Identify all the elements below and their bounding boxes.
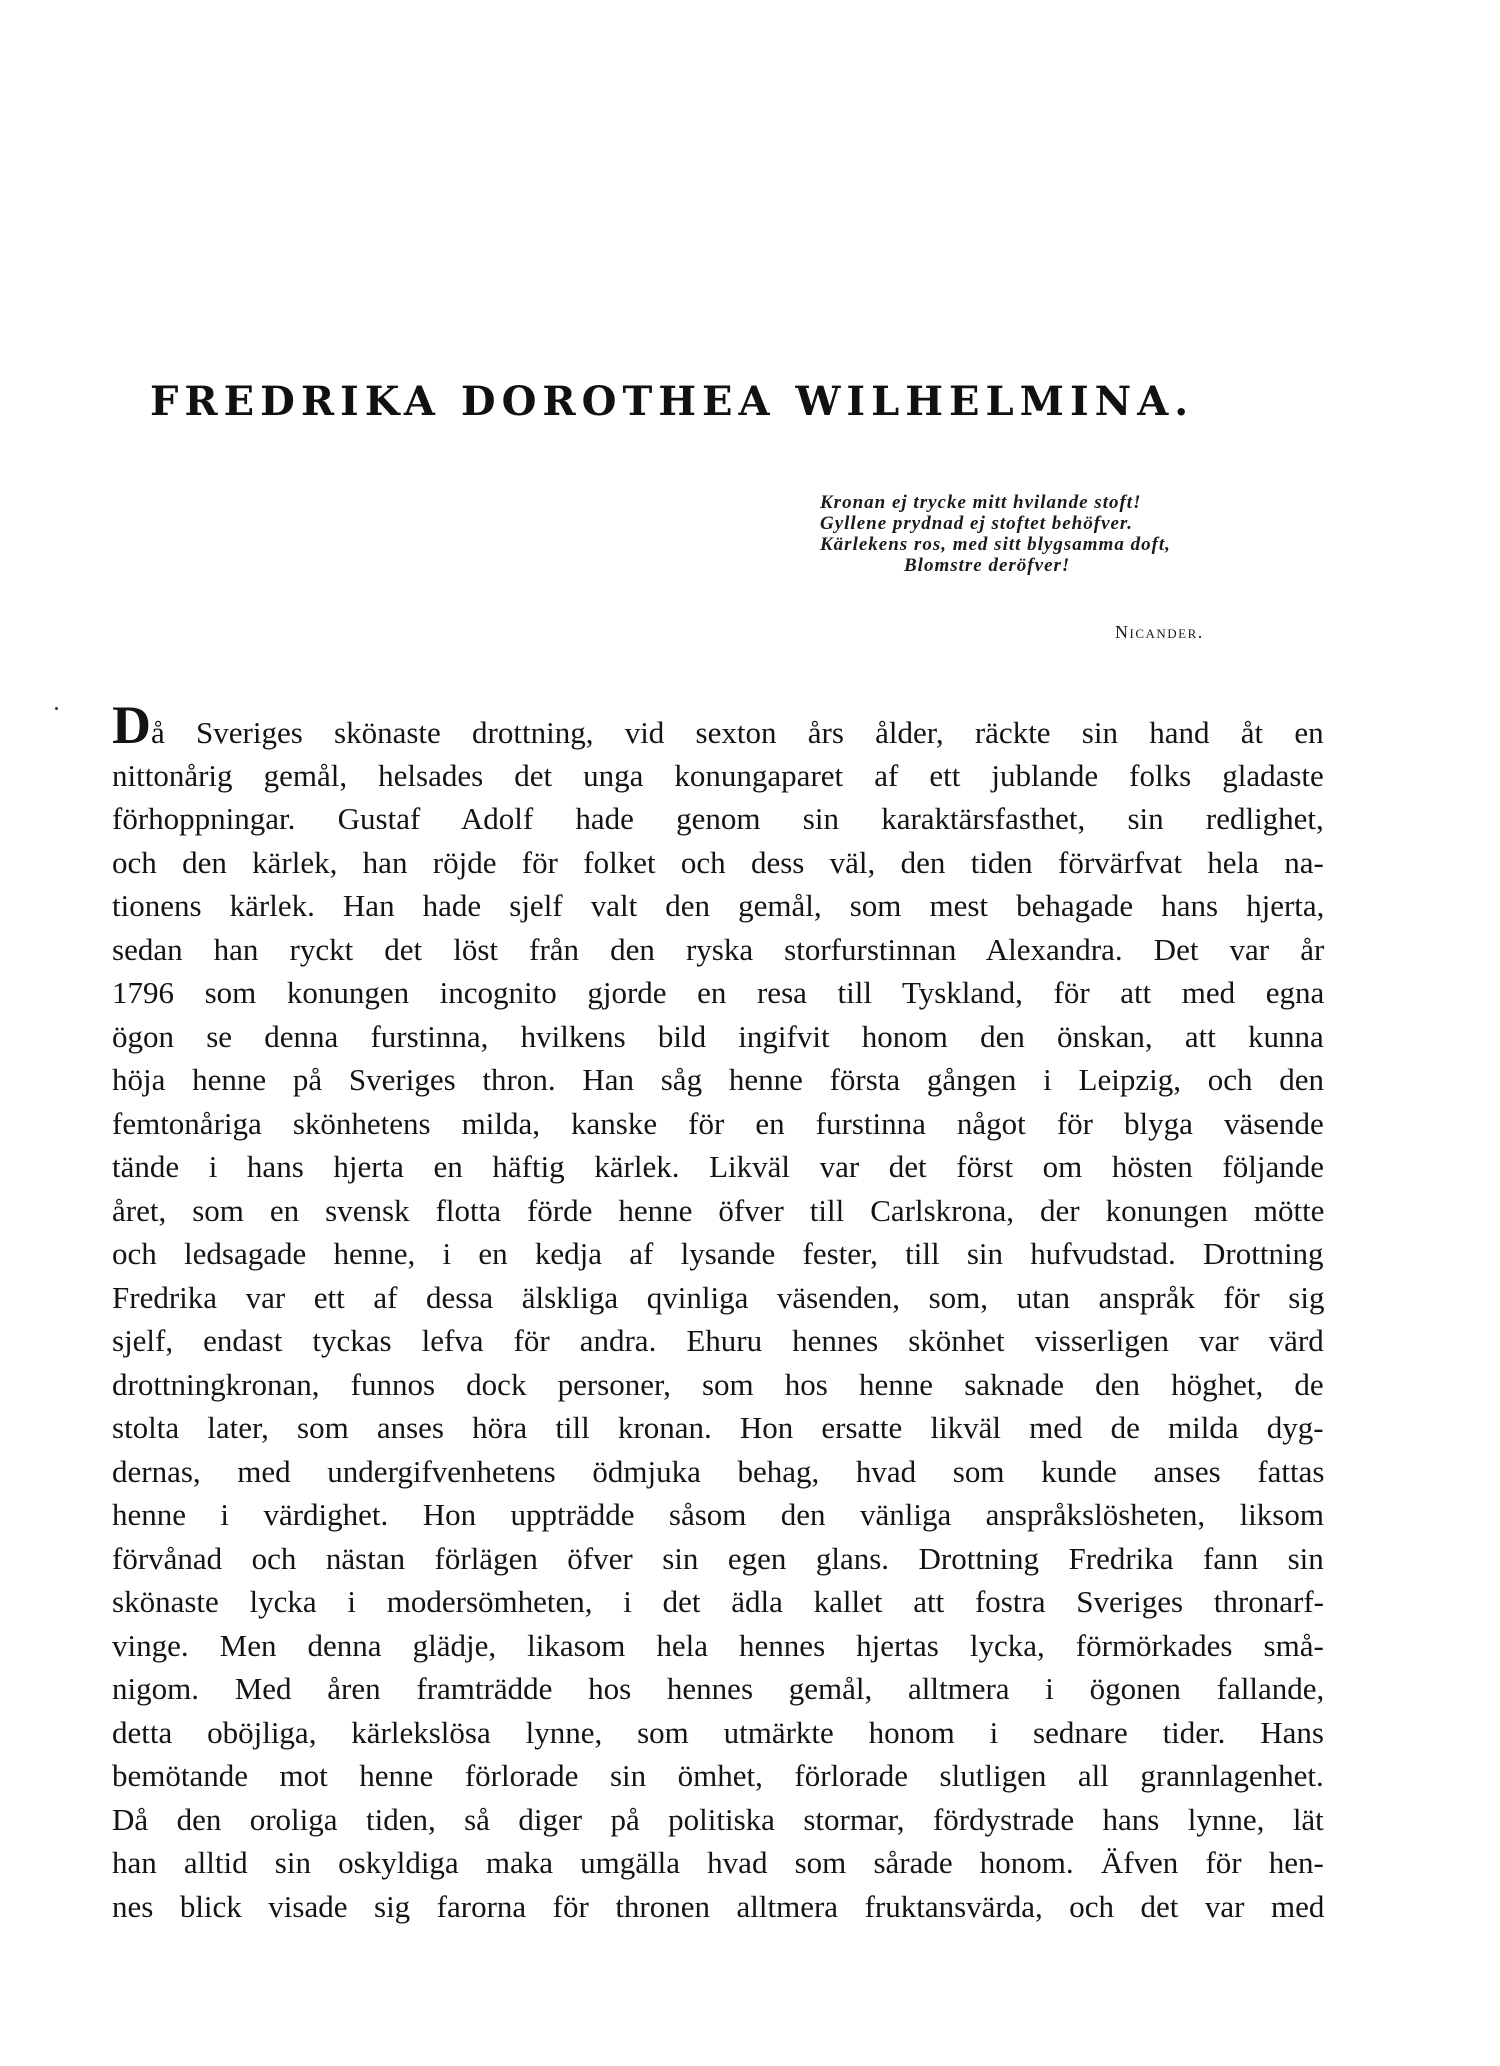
body-line: nes blick visade sig farorna för thronen alltmera fruktansvärda, och det var med [112,1888,1325,1924]
body-line: sedan han ryckt det löst från den ryska storfurstinnan Alexandra. Det var år [112,931,1325,967]
body-line: bemötande mot henne förlorade sin ömhet, förlorade slutligen all grannlagenhet. [112,1758,1324,1793]
body-line: året, som en svensk flotta förde henne öfver till Carlskrona, der konungen mötte [112,1192,1325,1228]
body-line: stolta later, som anses höra till kronan. Hon ersatte likväl med de milda dyg- [112,1410,1324,1445]
body-line: henne i värdighet. Hon uppträdde såsom den vänliga anspråkslösheten, liksom [112,1497,1324,1532]
body-line: Då den oroliga tiden, så diger på politiska stormar, fördystrade hans lynne, lät [112,1801,1324,1837]
epigraph-line: Blomstre deröfver! [904,555,1071,576]
chapter-title: FREDRIKA DOROTHEA WILHELMINA. [150,378,1195,425]
body-text [112,695,1325,1928]
epigraph-author: Nicander. [1115,622,1204,642]
body-line: och ledsagade henne, i en kedja af lysande fester, till sin hufvudstad. Drottning [112,1236,1324,1271]
body-line: han alltid sin oskyldiga maka umgälla hvad som sårade honom. Äfven för hen- [112,1845,1324,1880]
body-line: tände i hans hjerta en häftig kärlek. Likväl var det först om hösten följande [112,1149,1324,1184]
body-line: nittonårig gemål, helsades det unga konungaparet af ett jublande folks gladaste [112,757,1324,793]
body-line: nigom. Med åren framträdde hos hennes gemål, alltmera i ögonen fallande, [112,1671,1325,1706]
epigraph [820,492,1340,576]
body-line: förvånad och nästan förlägen öfver sin egen glans. Drottning Fredrika fann sin [112,1540,1324,1576]
body-line: vinge. Men denna glädje, likasom hela hennes hjertas lycka, förmörkades små- [112,1627,1324,1663]
print-speck [55,707,58,710]
body-line [112,695,1324,755]
body-line: och den kärlek, han röjde för folket och dess väl, den tiden förvärfvat hela na- [112,844,1324,880]
body-line: Fredrika var ett af dessa älskliga qvinliga väsenden, som, utan anspråk för sig [112,1279,1325,1315]
body-line-text: å Sveriges skönaste drottning, vid sexton års ålder, räckte sin hand åt en [151,715,1324,750]
epigraph-line: Kronan ej trycke mitt hvilande stoft! [820,492,1142,513]
body-line: förhoppningar. Gustaf Adolf hade genom sin karaktärsfasthet, sin redlighet, [112,801,1324,836]
epigraph-line: Kärlekens ros, med sitt blygsamma doft, [820,534,1171,555]
drop-cap: D [112,695,151,755]
epigraph-line: Gyllene prydnad ej stoftet behöfver. [820,513,1134,534]
body-line: 1796 som konungen incognito gjorde en resa till Tyskland, för att med egna [112,975,1325,1010]
body-line: detta oböjliga, kärlekslösa lynne, som utmärkte honom i sednare tider. Hans [112,1714,1324,1750]
body-line: sjelf, endast tyckas lefva för andra. Ehuru hennes skönhet visserligen var värd [112,1323,1324,1358]
body-line: drottningkronan, funnos dock personer, som hos henne saknade den höghet, de [112,1366,1324,1402]
body-line: tionens kärlek. Han hade sjelf valt den gemål, som mest behagade hans hjerta, [112,888,1325,923]
body-line: dernas, med undergifvenhetens ödmjuka behag, hvad som kunde anses fattas [112,1453,1325,1489]
body-line: ögon se denna furstinna, hvilkens bild ingifvit honom den önskan, att kunna [112,1018,1324,1054]
body-line: skönaste lycka i modersömheten, i det ädla kallet att fostra Sveriges thronarf- [112,1584,1324,1619]
body-line: höja henne på Sveriges thron. Han såg henne första gången i Leipzig, och den [112,1062,1324,1097]
body-line: femtonåriga skönhetens milda, kanske för en furstinna något för blyga väsende [112,1105,1324,1141]
